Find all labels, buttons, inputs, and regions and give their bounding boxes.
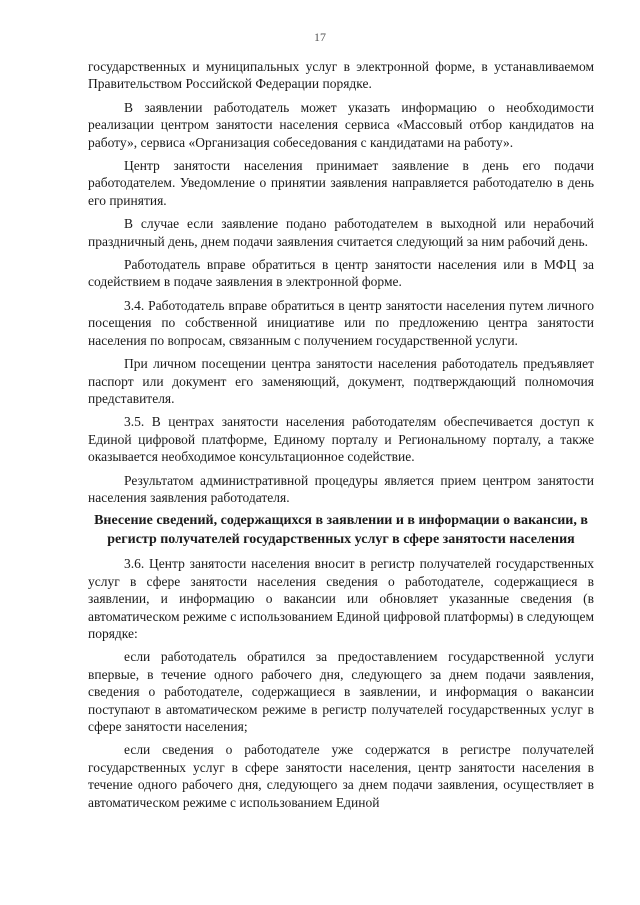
- document-body: [88, 58, 594, 817]
- paragraph: В заявлении работодатель может указать информацию о необходимости реализации центром занятости населения сервиса «Массовый отбор кандидатов на работу», сервиса «Организация собеседования с кандидатами на работу».: [88, 99, 594, 150]
- paragraph: если работодатель обратился за предоставлением государственной услуги впервые, в течение одного рабочего дня, следующего за днем подачи заявления, сведения о работодателе, содержащиеся в заявлении, и информация о вакансии поступают в автоматическом режиме в регистр получателей государственных услуг в сфере занятости населения;: [88, 649, 594, 734]
- paragraph: Центр занятости населения принимает заявление в день его подачи работодателем. Уведомление о принятии заявления направляется работодателю в день его принятия.: [88, 158, 594, 208]
- paragraph: если сведения о работодателе уже содержатся в регистре получателей государственных услуг в сфере занятости населения, центр занятости населения в течение одного рабочего дня, следующего за днем подачи заявления, осуществляет в автоматическом режиме с использованием Единой: [88, 742, 594, 810]
- paragraph: 3.6. Центр занятости населения вносит в регистр получателей государственных услуг в сфере занятости населения сведения о работодателе, содержащиеся в заявлении, и информацию о вакансии или обновляет указанные сведения (в автоматическом режиме с использованием Единой цифровой платформы) в следующем порядке:: [88, 556, 594, 641]
- paragraph: Результатом административной процедуры является прием центром занятости населения заявления работодателя.: [88, 472, 594, 505]
- page-number: 17: [314, 30, 326, 44]
- paragraph: 3.4. Работодатель вправе обратиться в центр занятости населения путем личного посещения по собственной инициативе или по предложению центра занятости населения по вопросам, связанным с получением государственной услуги.: [88, 297, 594, 348]
- paragraph: При личном посещении центра занятости населения работодатель предъявляет паспорт или документ его заменяющий, документ, подтверждающий полномочия представителя.: [88, 356, 594, 406]
- paragraph: государственных и муниципальных услуг в электронной форме, в устанавливаемом Правительством Российской Федерации порядке.: [88, 59, 594, 92]
- paragraph: Работодатель вправе обратиться в центр занятости населения или в МФЦ за содействием в подаче заявления в электронной форме.: [88, 257, 594, 290]
- paragraph: 3.5. В центрах занятости населения работодателям обеспечивается доступ к Единой цифровой платформе, Единому порталу и Региональному порталу, а также оказывается необходимое консультационное содействие.: [88, 414, 594, 465]
- paragraph: В случае если заявление подано работодателем в выходной или нерабочий праздничный день, днем подачи заявления считается следующий за ним рабочий день.: [88, 216, 594, 249]
- section-heading: Внесение сведений, содержащихся в заявлении и в информации о вакансии, в регистр получателей государственных услуг в сфере занятости населения: [94, 513, 588, 547]
